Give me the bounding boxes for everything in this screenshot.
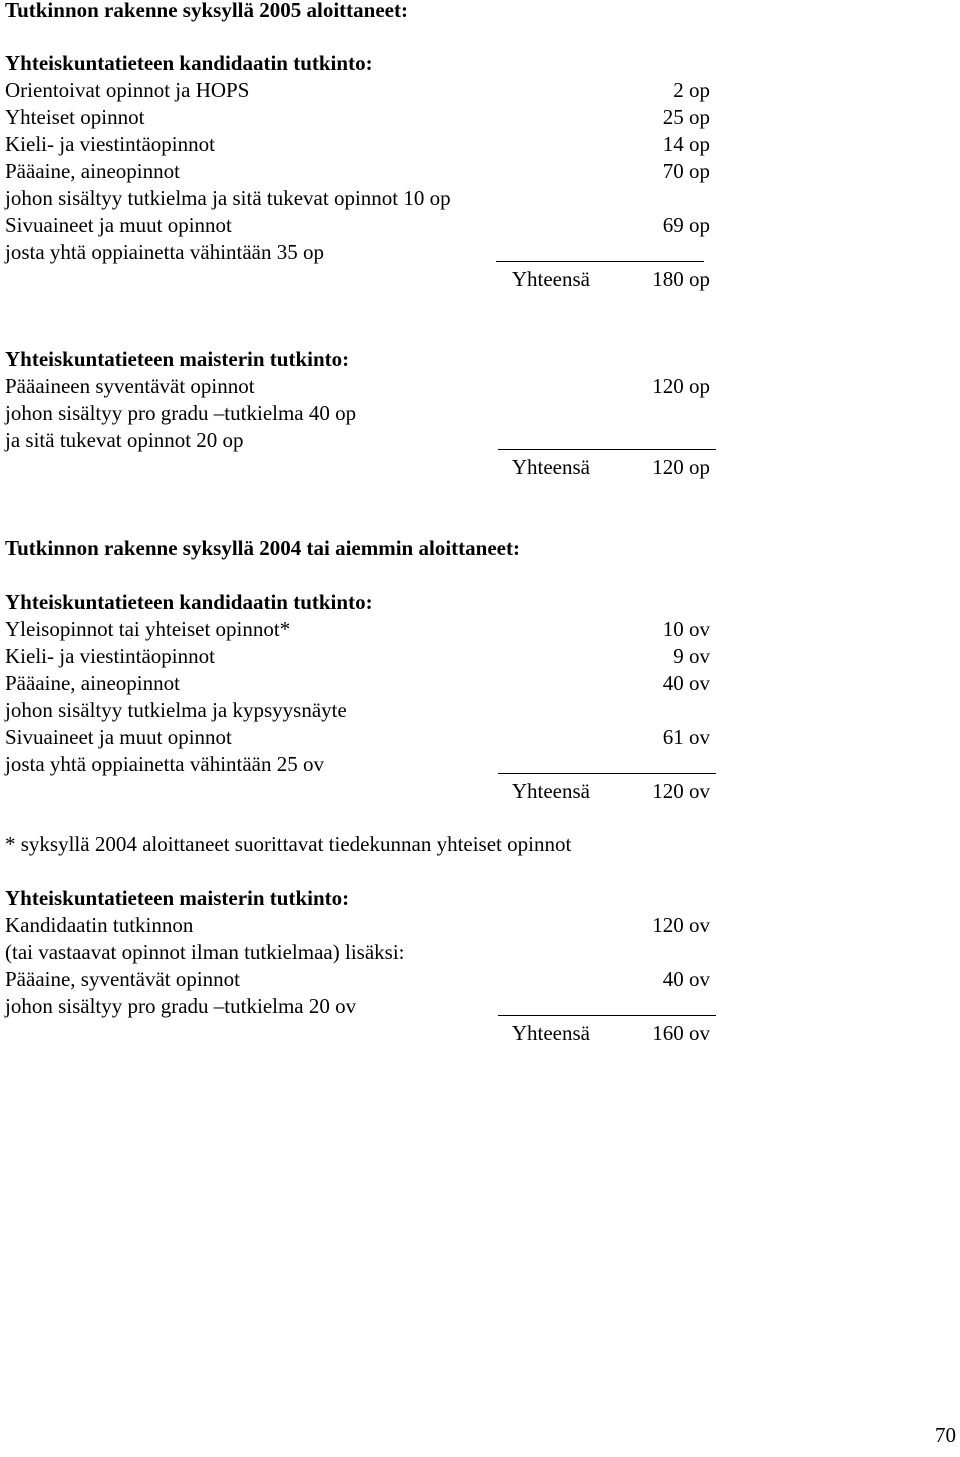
row-value: 70 op xyxy=(662,159,710,183)
total-label: Yhteensä xyxy=(511,1021,590,1045)
sum-rule xyxy=(498,773,716,774)
maisteri-2005-title: Yhteiskuntatieteen maisterin tutkinto: xyxy=(5,347,350,371)
row-label: johon sisältyy pro gradu –tutkielma 20 ov xyxy=(5,994,357,1018)
row-label: Orientoivat opinnot ja HOPS xyxy=(5,78,250,102)
row-label: Yhteiset opinnot xyxy=(5,105,145,129)
row-value: 120 op xyxy=(652,374,710,398)
row-value: 10 ov xyxy=(662,617,710,641)
sum-rule xyxy=(496,261,704,262)
row-label: (tai vastaavat opinnot ilman tutkielmaa) lisäksi: xyxy=(5,940,405,964)
row-value: 25 op xyxy=(662,105,710,129)
row-value: 9 ov xyxy=(673,644,710,668)
row-label: Pääaine, aineopinnot xyxy=(5,671,180,695)
section-2004-heading: Tutkinnon rakenne syksyllä 2004 tai aiemmin aloittaneet: xyxy=(5,536,520,560)
total-label: Yhteensä xyxy=(511,779,590,803)
total-value: 180 op xyxy=(652,267,710,291)
row-label: Pääaine, syventävät opinnot xyxy=(5,967,241,991)
row-label: Kandidaatin tutkinnon xyxy=(5,913,194,937)
row-label: johon sisältyy pro gradu –tutkielma 40 op xyxy=(5,401,357,425)
row-value: 40 ov xyxy=(662,967,710,991)
total-value: 120 ov xyxy=(652,779,710,803)
kandidaatti-2004-title: Yhteiskuntatieteen kandidaatin tutkinto: xyxy=(5,590,373,614)
row-label: Kieli- ja viestintäopinnot xyxy=(5,132,215,156)
maisteri-2004-title: Yhteiskuntatieteen maisterin tutkinto: xyxy=(5,886,350,910)
sum-rule xyxy=(498,1015,716,1016)
total-value: 120 op xyxy=(652,455,710,479)
row-value: 40 ov xyxy=(662,671,710,695)
total-label: Yhteensä xyxy=(511,455,590,479)
row-label: Pääaineen syventävät opinnot xyxy=(5,374,255,398)
page-number: 70 xyxy=(935,1423,956,1447)
section-2005-heading: Tutkinnon rakenne syksyllä 2005 aloittaneet: xyxy=(5,0,408,22)
row-label: ja sitä tukevat opinnot 20 op xyxy=(5,428,244,452)
row-label: johon sisältyy tutkielma ja kypsyysnäyte xyxy=(5,698,347,722)
row-value: 61 ov xyxy=(662,725,710,749)
row-label: Kieli- ja viestintäopinnot xyxy=(5,644,215,668)
row-value: 14 op xyxy=(662,132,710,156)
kandidaatti-2005-title: Yhteiskuntatieteen kandidaatin tutkinto: xyxy=(5,51,373,75)
footnote: * syksyllä 2004 aloittaneet suorittavat tiedekunnan yhteiset opinnot xyxy=(5,832,572,856)
row-value: 69 op xyxy=(662,213,710,237)
sum-rule xyxy=(498,449,716,450)
row-label: josta yhtä oppiainetta vähintään 35 op xyxy=(5,240,324,264)
total-label: Yhteensä xyxy=(511,267,590,291)
total-value: 160 ov xyxy=(652,1021,710,1045)
row-label: johon sisältyy tutkielma ja sitä tukevat opinnot 10 op xyxy=(5,186,451,210)
row-label: Pääaine, aineopinnot xyxy=(5,159,180,183)
row-label: Sivuaineet ja muut opinnot xyxy=(5,213,232,237)
row-value: 120 ov xyxy=(652,913,710,937)
row-label: Yleisopinnot tai yhteiset opinnot* xyxy=(5,617,291,641)
row-value: 2 op xyxy=(673,78,710,102)
row-label: Sivuaineet ja muut opinnot xyxy=(5,725,232,749)
row-label: josta yhtä oppiainetta vähintään 25 ov xyxy=(5,752,324,776)
